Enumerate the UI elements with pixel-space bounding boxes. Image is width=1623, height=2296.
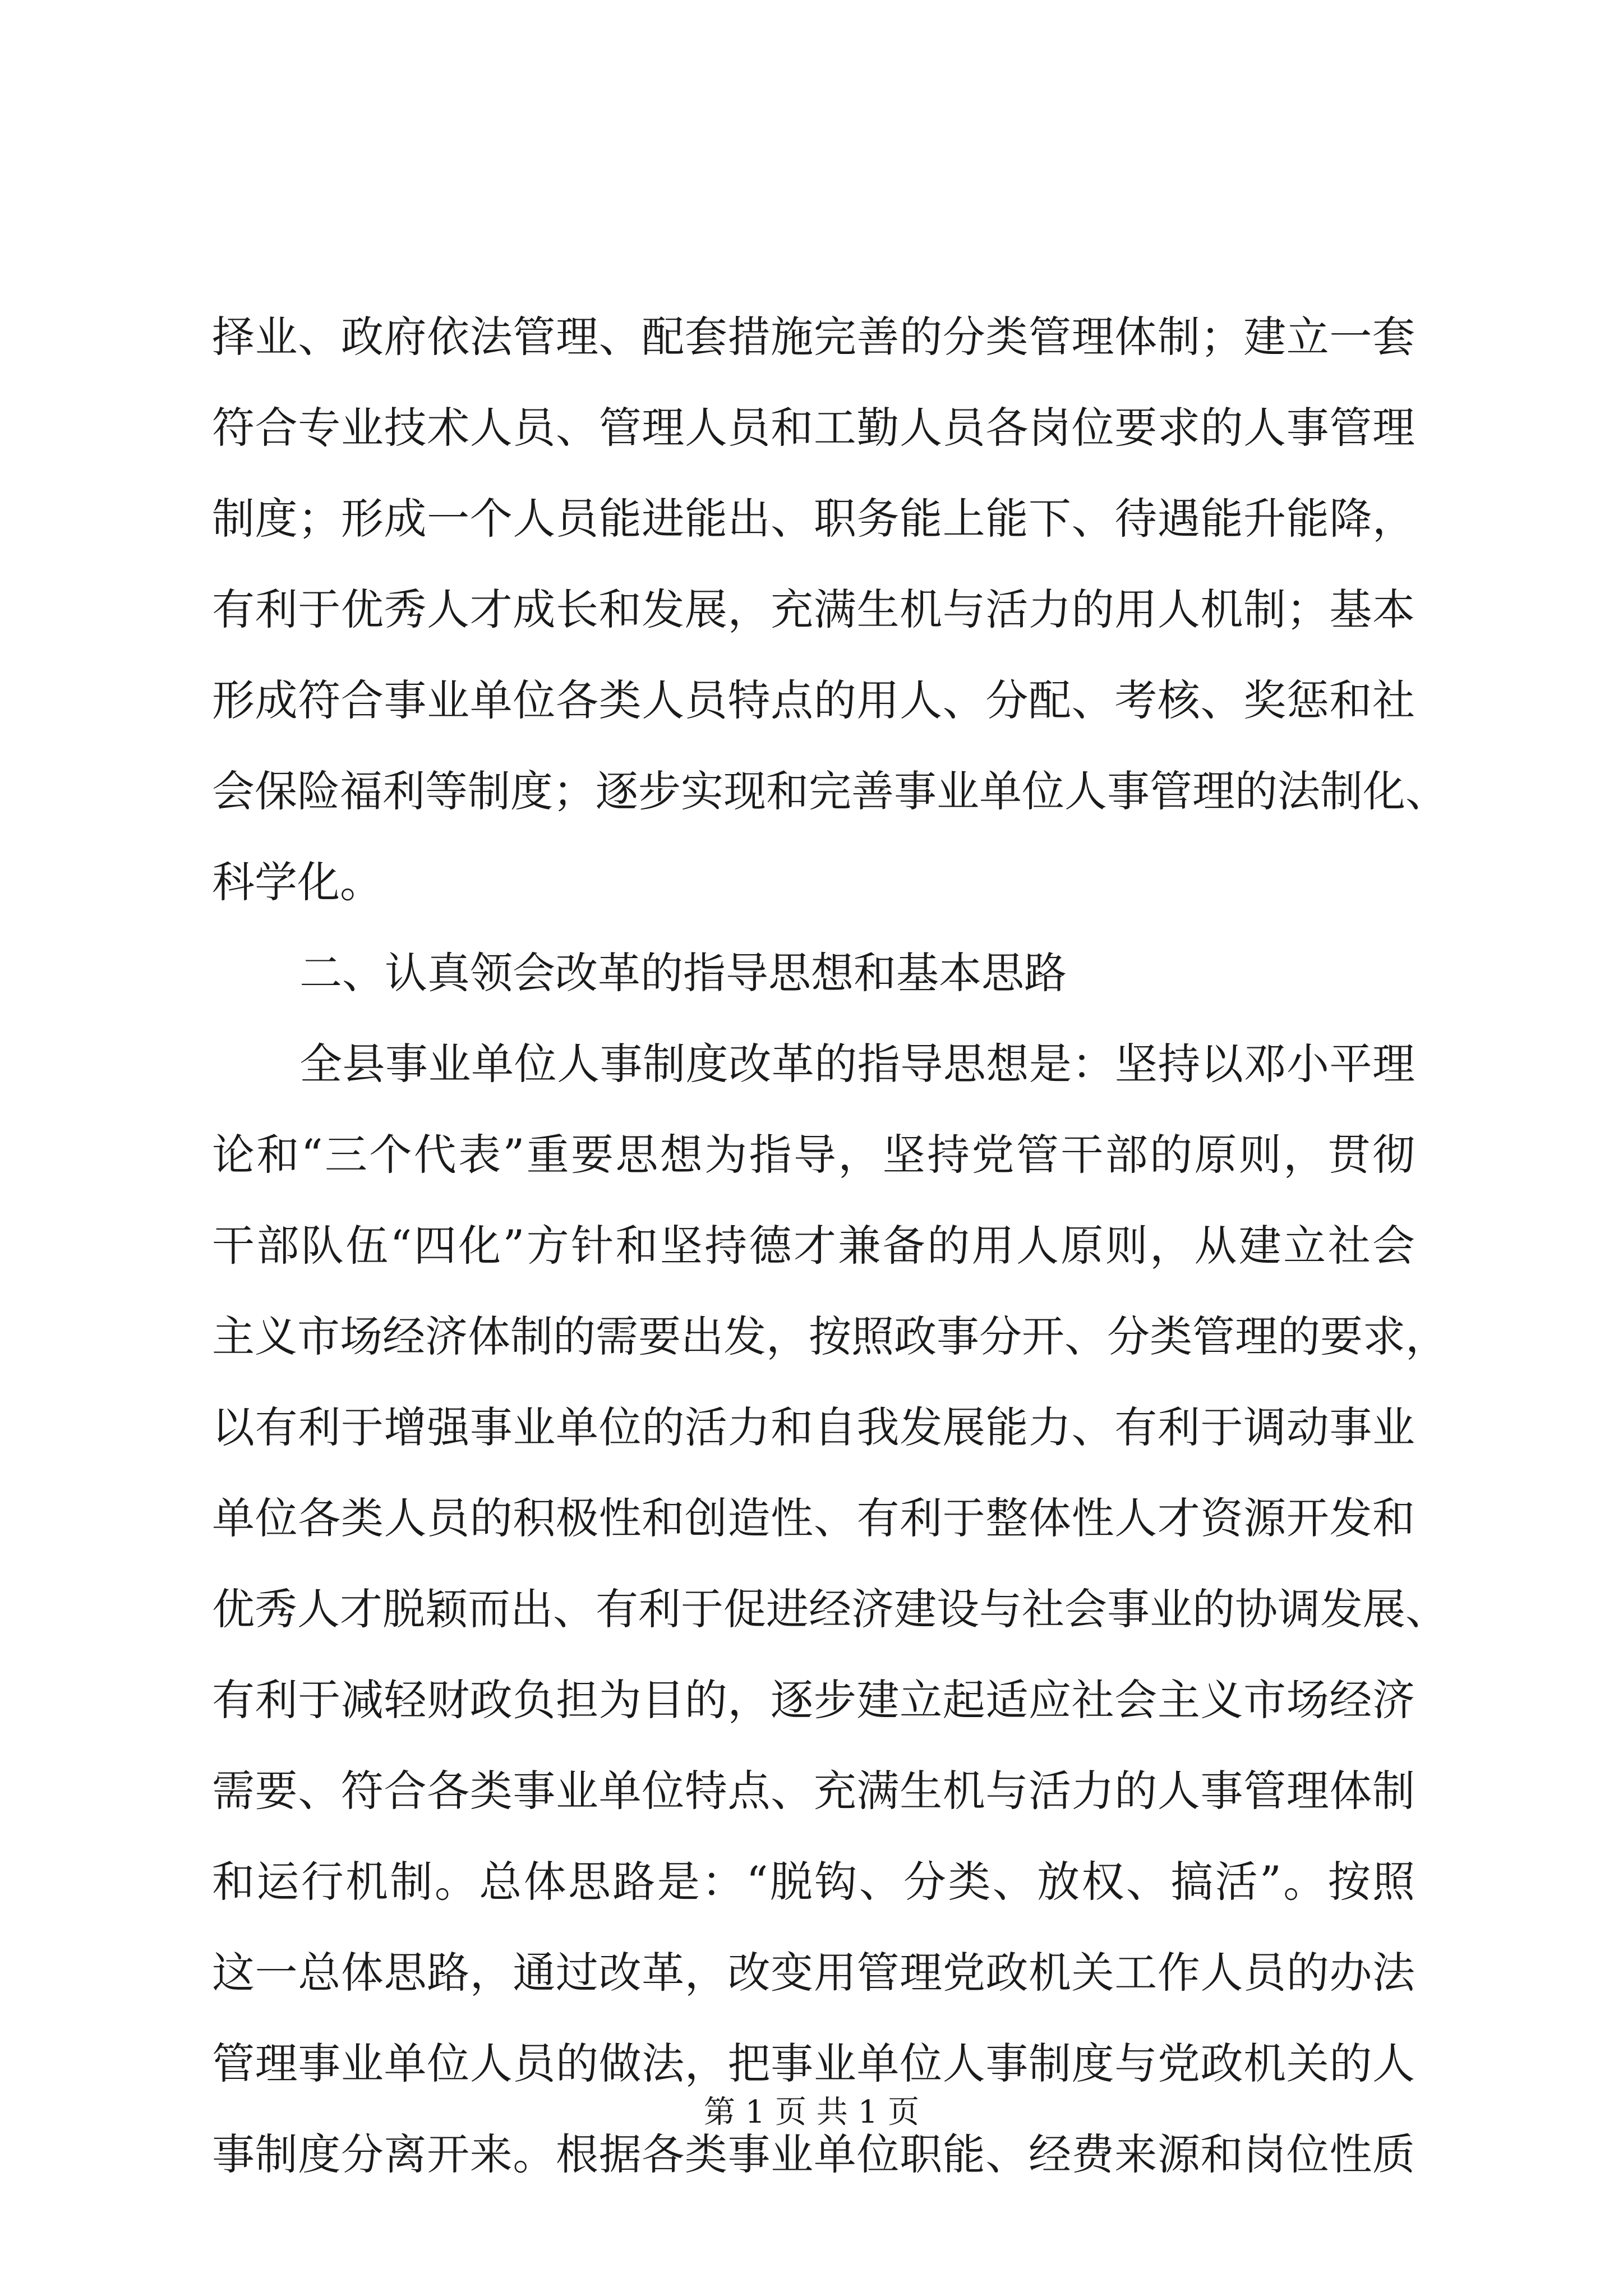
text-line: 科学化。	[212, 857, 382, 907]
paragraph	[212, 1019, 1448, 2200]
text-line: 需要、符合各类事业单位特点、充满生机与活力的人事管理体制	[212, 1766, 1415, 1816]
text-line: 会保险福利等制度；逐步实现和完善事业单位人事管理的法制化、	[212, 766, 1448, 816]
page-footer: 第 1 页 共 1 页	[703, 2094, 920, 2131]
text-line: 优秀人才脱颖而出、有利于促进经济建设与社会事业的协调发展、	[212, 1584, 1448, 1634]
text-line: 择业、政府依法管理、配套措施完善的分类管理体制；建立一套	[212, 312, 1415, 362]
text-line: 制度；形成一个人员能进能出、职务能上能下、待遇能升能降，	[212, 494, 1415, 544]
text-line: 有利于减轻财政负担为目的，逐步建立起适应社会主义市场经济	[212, 1675, 1415, 1725]
text-line: 和运行机制。总体思路是：“脱钩、分类、放权、搞活”。按照	[212, 1857, 1415, 1907]
text-line: 二、认真领会改革的指导思想和基本思路	[299, 948, 1067, 998]
text-line: 符合专业技术人员、管理人员和工勤人员各岗位要求的人事管理	[212, 403, 1415, 453]
text-line: 单位各类人员的积极性和创造性、有利于整体性人才资源开发和	[212, 1493, 1415, 1543]
text-line: 全县事业单位人事制度改革的指导思想是：坚持以邓小平理	[299, 1039, 1415, 1089]
text-line: 干部队伍“四化”方针和坚持德才兼备的用人原则，从建立社会	[212, 1221, 1415, 1271]
section-heading	[212, 928, 1415, 1019]
text-line: 有利于优秀人才成长和发展，充满生机与活力的用人机制；基本	[212, 585, 1415, 634]
text-line: 论和“三个代表”重要思想为指导，坚持党管干部的原则，贯彻	[212, 1130, 1415, 1180]
text-line: 事制度分离开来。根据各类事业单位职能、经费来源和岗位性质	[212, 2129, 1415, 2179]
paragraph	[212, 292, 1448, 928]
text-line: 形成符合事业单位各类人员特点的用人、分配、考核、奖惩和社	[212, 675, 1415, 725]
text-line: 管理事业单位人员的做法，把事业单位人事制度与党政机关的人	[212, 2039, 1415, 2088]
text-line: 主义市场经济体制的需要出发，按照政事分开、分类管理的要求，	[212, 1312, 1448, 1361]
document-body	[212, 292, 1448, 2200]
text-line: 以有利于增强事业单位的活力和自我发展能力、有利于调动事业	[212, 1402, 1415, 1452]
text-line: 这一总体思路，通过改革，改变用管理党政机关工作人员的办法	[212, 1948, 1415, 1998]
